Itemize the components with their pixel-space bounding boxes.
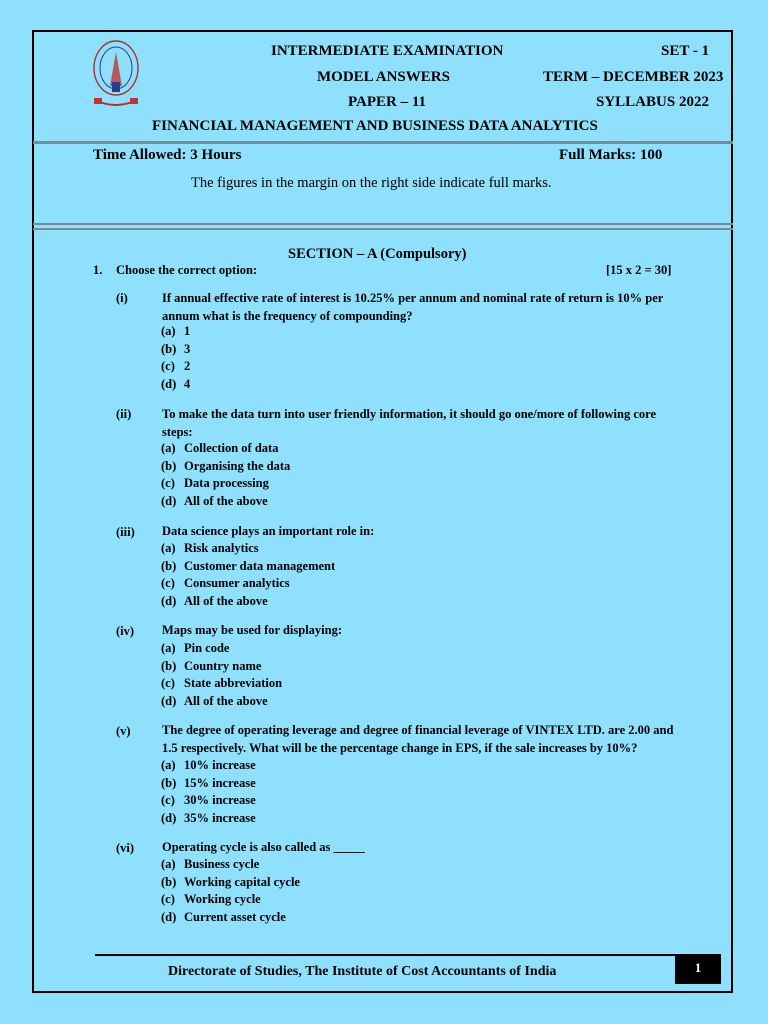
option: (a) Collection of data (161, 441, 279, 455)
question-num: (ii) (116, 407, 132, 421)
option: (c) 2 (161, 359, 191, 373)
question-number: 1. (93, 263, 103, 277)
full-marks: Full Marks: 100 (559, 147, 663, 163)
question-num: (vi) (116, 841, 135, 855)
model-answers-label: MODEL ANSWERS (317, 69, 450, 85)
subject-title: FINANCIAL MANAGEMENT AND BUSINESS DATA ANALYTICS (152, 118, 598, 134)
option: (d) All of the above (161, 493, 268, 508)
term-label: TERM – DECEMBER 2023 (543, 69, 724, 85)
question-num: (v) (116, 724, 131, 738)
option: (d) 4 (161, 376, 191, 391)
option: (c) Data processing (161, 476, 269, 490)
option: (b) Working capital cycle (161, 874, 300, 889)
question-num: (iv) (116, 624, 135, 638)
marks-allocation: [15 x 2 = 30] (606, 263, 672, 277)
options-list (161, 540, 335, 610)
footer-text: Directorate of Studies, The Institute of Cost Accountants of India (168, 964, 557, 979)
options-list (161, 323, 190, 393)
options-list (161, 440, 290, 510)
options-list (161, 856, 300, 926)
option: (b) 15% increase (161, 775, 256, 790)
option: (c) State abbreviation (161, 676, 283, 690)
option: (d) 35% increase (161, 810, 256, 825)
set-label: SET - 1 (661, 43, 710, 59)
time-allowed: Time Allowed: 3 Hours (93, 147, 242, 163)
question-num: (i) (116, 291, 128, 305)
option: (d) Current asset cycle (161, 909, 286, 924)
marks-note: The figures in the margin on the right side indicate full marks. (191, 175, 552, 191)
syllabus-label: SYLLABUS 2022 (596, 94, 709, 110)
option: (c) 30% increase (161, 793, 256, 807)
double-divider-top (33, 223, 733, 225)
option: (b) Organising the data (161, 458, 291, 473)
question-text: If annual effective rate of interest is 10.25% per annum and nominal rate of return is 10% per annum what is the frequency of compounding? (162, 291, 664, 323)
question-text: The degree of operating leverage and degree of financial leverage of VINTEX LTD. are 2.00 and 1.5 respectively. What will be the percentage change in EPS, if the sale increases by 10%? (162, 723, 674, 755)
footer-divider (95, 954, 721, 956)
section-title: SECTION – A (Compulsory) (288, 246, 467, 262)
option: (c) Consumer analytics (161, 576, 290, 590)
options-list (161, 640, 282, 710)
question-text: Maps may be used for displaying: (162, 623, 343, 637)
option: (a) Pin code (161, 641, 230, 655)
option: (a) 10% increase (161, 758, 256, 772)
option: (d) All of the above (161, 693, 268, 708)
option: (a) Risk analytics (161, 541, 259, 555)
option: (b) 3 (161, 341, 191, 356)
option: (a) Business cycle (161, 857, 260, 871)
header-divider (33, 141, 733, 144)
paper-label: PAPER – 11 (348, 94, 427, 110)
double-divider-bottom (33, 228, 733, 230)
question-text: Operating cycle is also called as _____ (162, 840, 365, 854)
question-instruction: Choose the correct option: (116, 263, 258, 277)
exam-title: INTERMEDIATE EXAMINATION (271, 43, 504, 59)
question-text: Data science plays an important role in: (162, 524, 375, 538)
option: (a) 1 (161, 324, 191, 338)
option: (c) Working cycle (161, 892, 261, 906)
options-list (161, 757, 256, 827)
option: (d) All of the above (161, 593, 268, 608)
option: (b) Customer data management (161, 558, 336, 573)
option: (b) Country name (161, 658, 262, 673)
question-num: (iii) (116, 525, 135, 539)
question-text: To make the data turn into user friendly information, it should go one/more of following core steps: (162, 407, 656, 439)
institute-logo (90, 38, 142, 112)
page-number: 1 (675, 954, 721, 984)
